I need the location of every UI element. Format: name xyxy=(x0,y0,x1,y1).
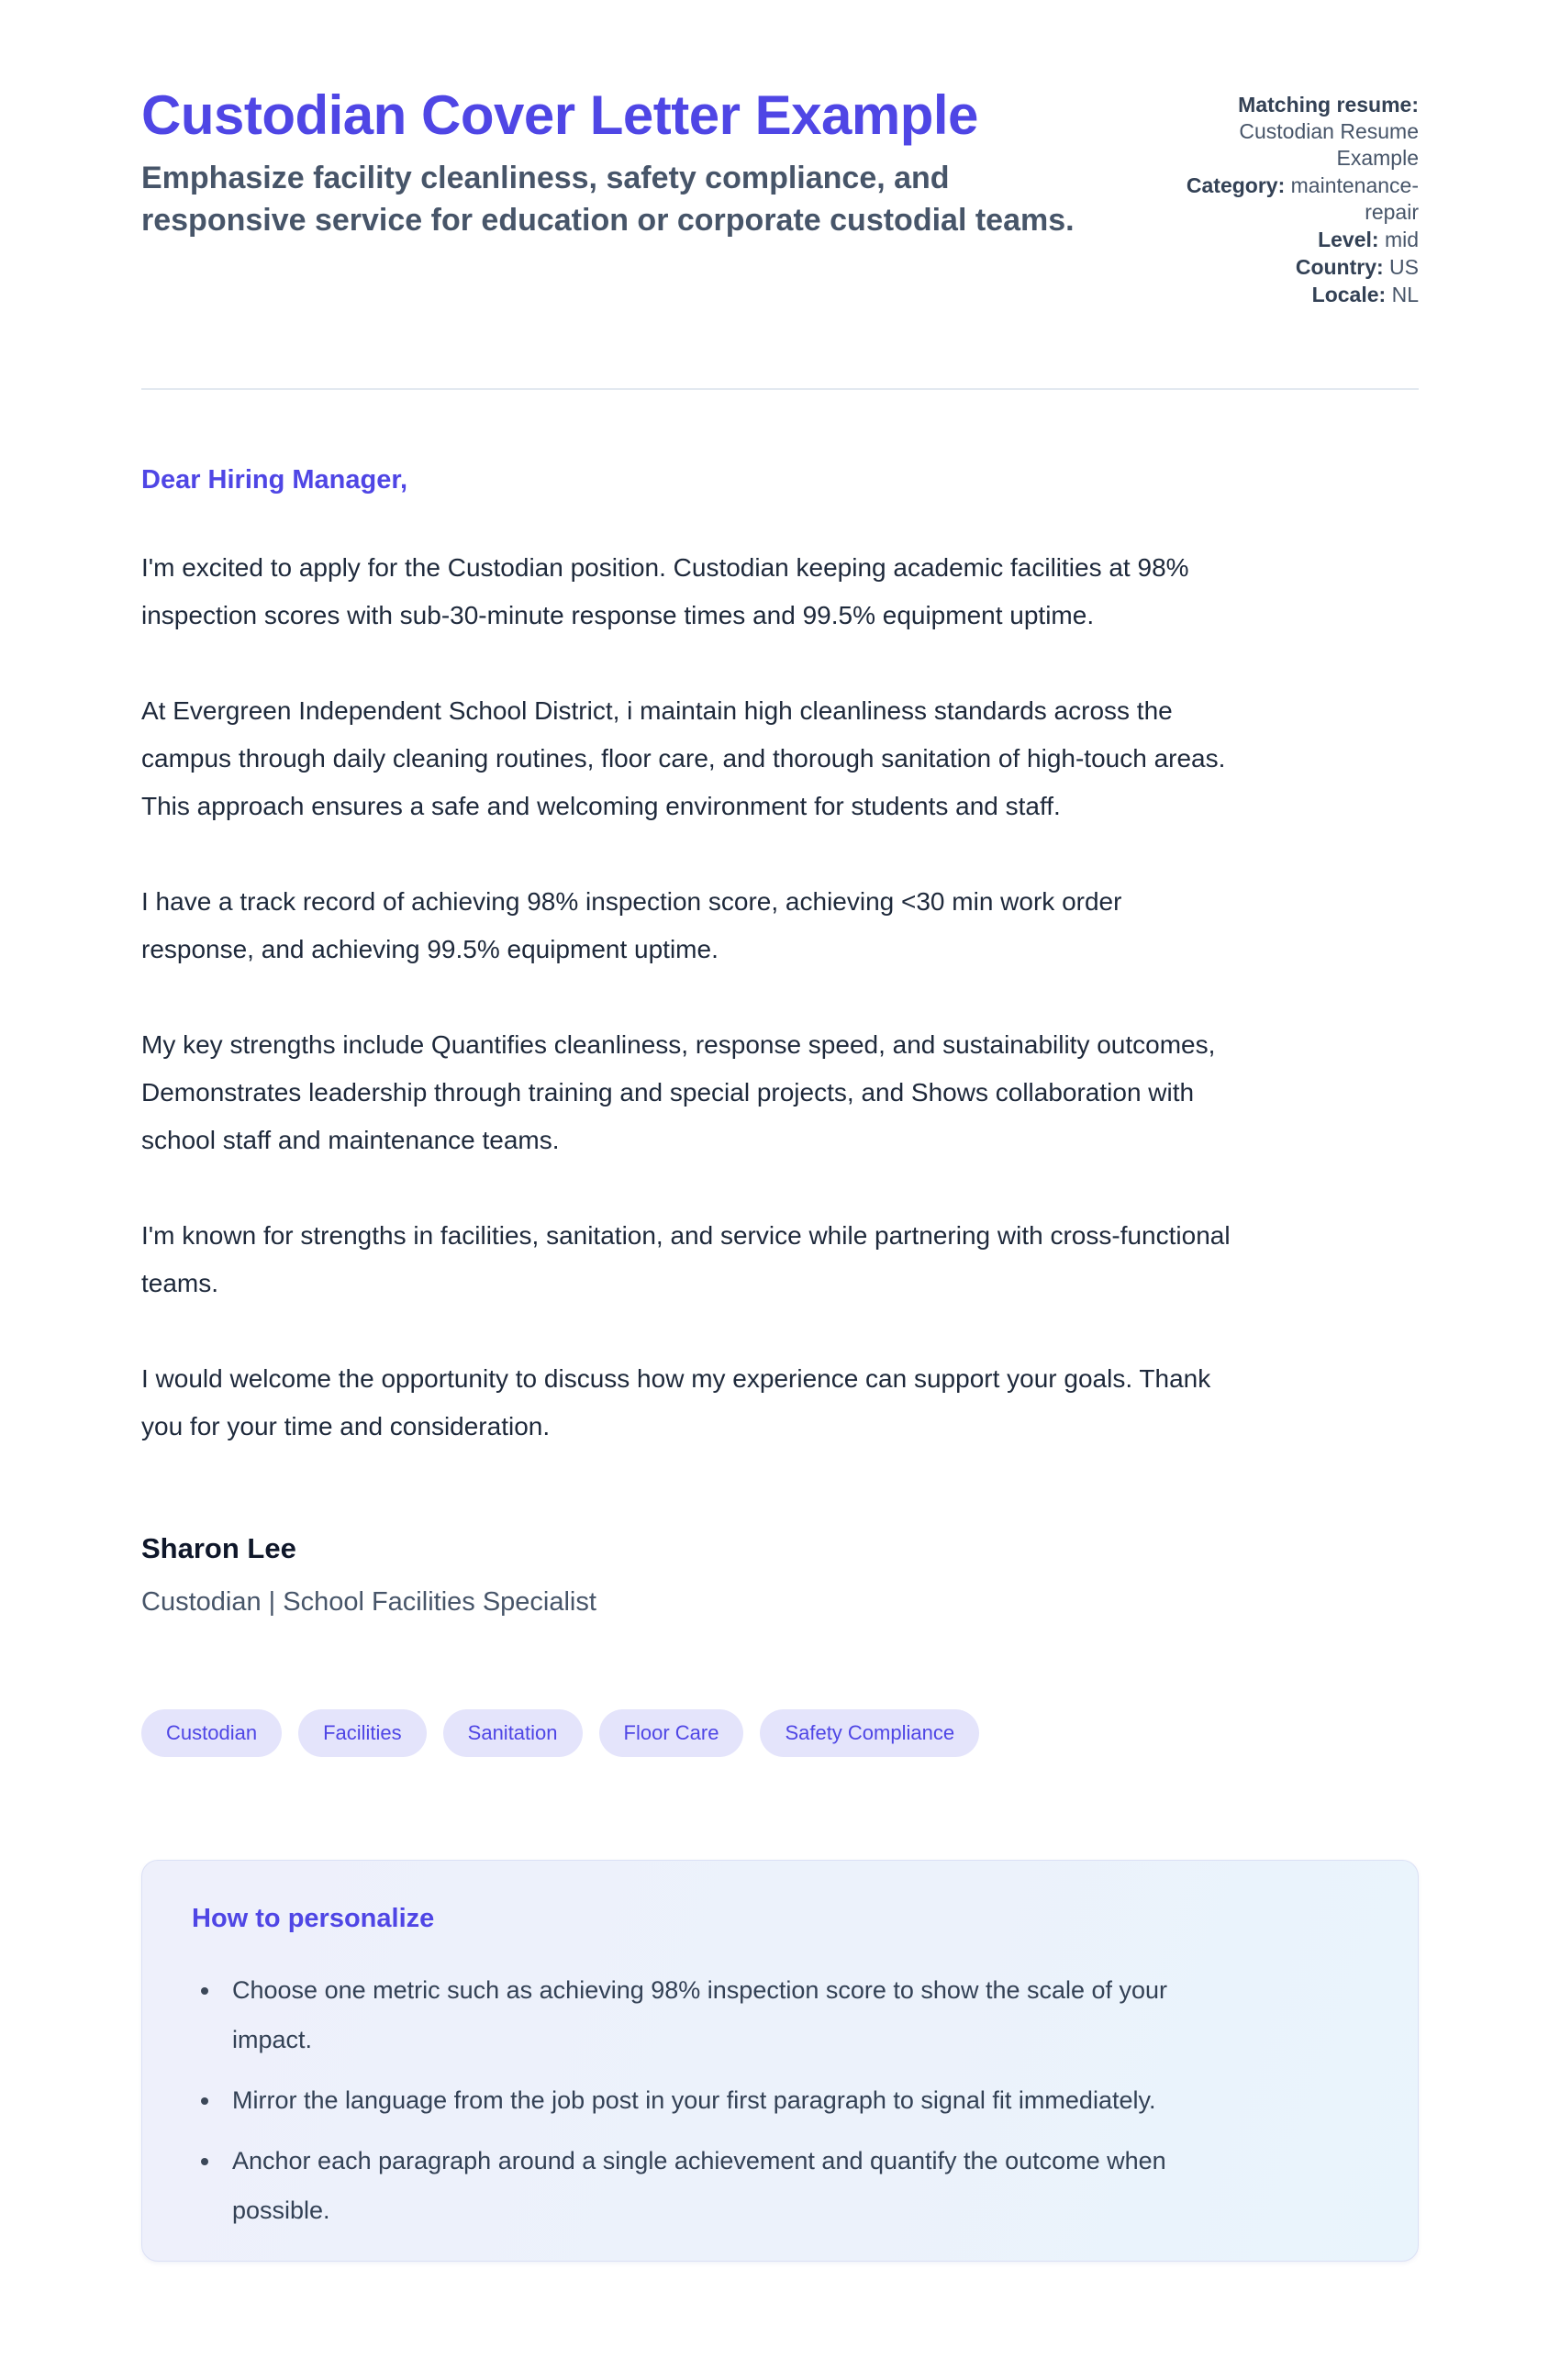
page-title: Custodian Cover Letter Example xyxy=(141,84,978,146)
signature-role: Custodian | School Facilities Specialist xyxy=(141,1587,596,1617)
resume-meta xyxy=(1164,86,1419,309)
meta-row xyxy=(1164,172,1419,226)
letter-paragraph: My key strengths include Quantifies cleanliness, response speed, and sustainability outcomes, Demonstrates leadership through training and special projects, and Shows collaboration with school staff and maintenance teams. xyxy=(141,1030,1216,1154)
personalize-tip: Anchor each paragraph around a single achievement and quantify the outcome when possible. xyxy=(192,2136,1201,2235)
letter-greeting: Dear Hiring Manager, xyxy=(141,465,408,495)
header-title-block xyxy=(141,86,1114,241)
meta-row xyxy=(1164,254,1419,281)
tag-list xyxy=(141,1709,1419,1757)
meta-label: Level: xyxy=(1318,228,1379,251)
meta-row xyxy=(1164,282,1419,308)
meta-value: Custodian Resume Example xyxy=(1239,119,1419,170)
personalize-box xyxy=(141,1860,1419,2262)
personalize-tip: Mirror the language from the job post in your first paragraph to signal fit immediately. xyxy=(192,2075,1201,2125)
header-divider xyxy=(141,388,1419,390)
meta-label: Locale: xyxy=(1311,283,1387,306)
letter-paragraph: I would welcome the opportunity to discuss how my experience can support your goals. Thank you for your time and consideration. xyxy=(141,1364,1211,1440)
tag-pill[interactable]: Floor Care xyxy=(599,1709,744,1757)
meta-label: Category: xyxy=(1186,173,1286,197)
personalize-tip-list xyxy=(192,1965,1368,2235)
meta-value: mid xyxy=(1384,228,1419,251)
meta-row xyxy=(1164,92,1419,172)
letter-body xyxy=(141,544,1419,1451)
meta-value: maintenance-repair xyxy=(1290,173,1419,224)
letter-paragraph: I'm excited to apply for the Custodian position. Custodian keeping academic facilities at 98% inspection scores with sub-30-minute response times and 99.5% equipment uptime. xyxy=(141,553,1189,629)
letter-paragraph: At Evergreen Independent School District, i maintain high cleanliness standards across the campus through daily cleaning routines, floor care, and thorough sanitation of high-touch areas. This approach ensures a safe and welcoming environment for students and staff. xyxy=(141,696,1226,820)
meta-value: US xyxy=(1389,255,1419,279)
meta-label: Country: xyxy=(1295,255,1384,279)
header xyxy=(141,0,1419,309)
page-subtitle: Emphasize facility cleanliness, safety compliance, and responsive service for education or corporate custodial teams. xyxy=(141,160,1075,238)
meta-value: NL xyxy=(1391,283,1419,306)
tag-pill[interactable]: Custodian xyxy=(141,1709,282,1757)
letter-paragraph: I'm known for strengths in facilities, sanitation, and service while partnering with cross-functional teams. xyxy=(141,1221,1231,1297)
cover-letter xyxy=(141,463,1419,1619)
tag-pill[interactable]: Safety Compliance xyxy=(760,1709,979,1757)
letter-paragraph: I have a track record of achieving 98% inspection score, achieving <30 min work order response, and achieving 99.5% equipment uptime. xyxy=(141,887,1122,963)
personalize-heading: How to personalize xyxy=(192,1904,435,1933)
meta-row xyxy=(1164,227,1419,253)
tag-pill[interactable]: Facilities xyxy=(298,1709,427,1757)
tag-pill[interactable]: Sanitation xyxy=(443,1709,583,1757)
personalize-tip: Choose one metric such as achieving 98% inspection score to show the scale of your impact. xyxy=(192,1965,1201,2064)
meta-label: Matching resume: xyxy=(1238,93,1419,117)
signature-name: Sharon Lee xyxy=(141,1532,296,1564)
